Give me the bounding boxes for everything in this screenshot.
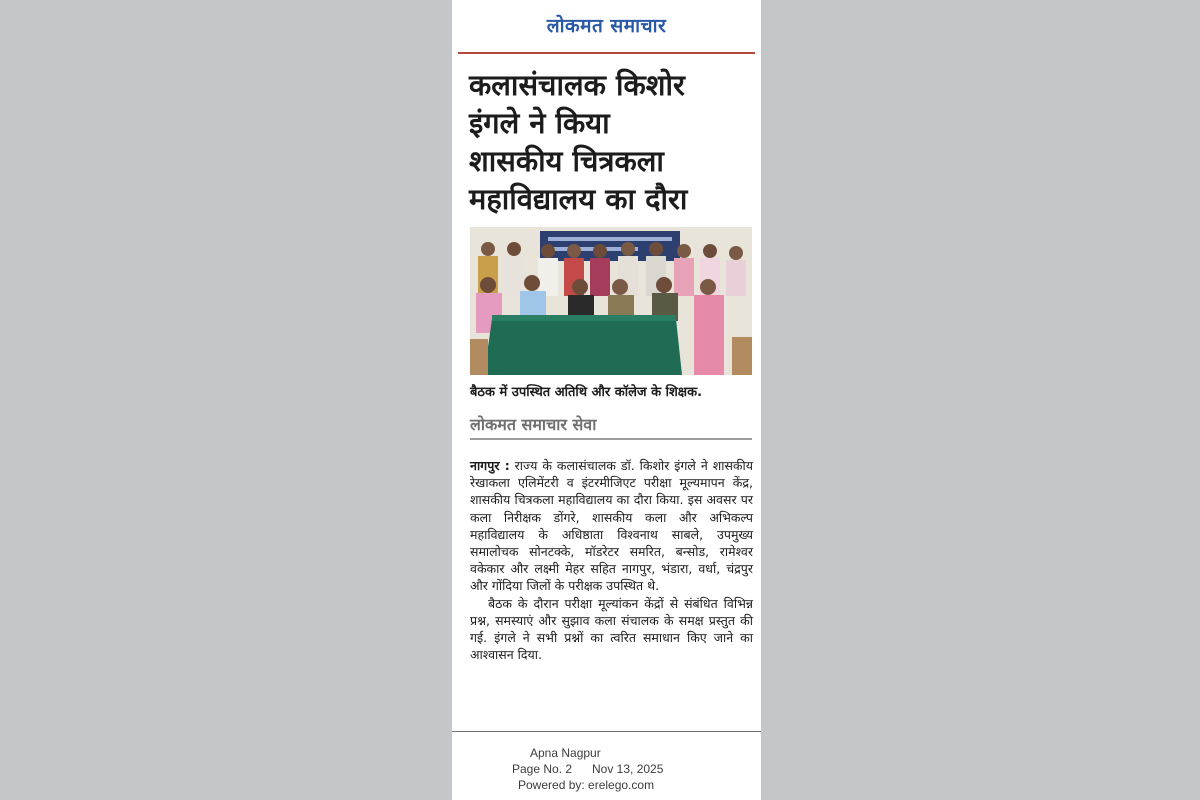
news-clipping <box>452 0 761 800</box>
article-paragraph <box>470 457 753 595</box>
edition-name: Apna Nagpur <box>530 746 601 760</box>
publication-date: Nov 13, 2025 <box>592 762 664 776</box>
article-photo <box>470 227 752 375</box>
newspaper-name: लोकमत समाचार <box>546 15 667 37</box>
footer-divider <box>452 731 761 732</box>
dateline: नागपुर : <box>470 458 510 473</box>
masthead-divider <box>458 52 755 54</box>
article-headline: कलासंचालक किशोर इंगले ने किया शासकीय चित्रकला महाविद्यालय का दौरा <box>469 68 688 216</box>
masthead <box>452 0 761 53</box>
group-photo-illustration <box>470 227 752 375</box>
byline-divider <box>470 438 752 440</box>
photo-caption: बैठक में उपस्थित अतिथि और कॉलेज के शिक्षक. <box>470 385 703 400</box>
article-paragraph: बैठक के दौरान परीक्षा मूल्यांकन केंद्रों से संबंधित विभिन्न प्रश्न, समस्याएं और सुझाव कला संचालक के समक्ष प्रस्तुत की गई. इंगले ने सभी प्रश्नों का त्वरित समाधान किए जाने का आश्वासन दिया. <box>470 595 753 663</box>
article-body <box>470 457 753 663</box>
page-number: Page No. 2 <box>512 762 573 776</box>
paragraph-text: राज्य के कलासंचालक डॉ. किशोर इंगले ने शासकीय रेखाकला एलिमेंटरी व इंटरमीजिएट परीक्षा मूल्यमापन केंद्र, शासकीय चित्रकला महाविद्यालय का दौरा किया. इस अवसर पर कला निरीक्षक डोंगरे, शासकीय कला और अभिकल्प महाविद्यालय के अधिष्ठाता विश्वनाथ साबले, उपमुख्य समालोचक सोनटक्के, मॉडरेटर समरित, बन्सोड, रामेश्वर वकेकार और लक्ष्मी मेहर सहित नागपुर, भंडारा, वर्धा, चंद्रपुर और गोंदिया जिलों के परीक्षक उपस्थित थे. <box>470 458 753 594</box>
article-byline: लोकमत समाचार सेवा <box>470 415 597 434</box>
powered-by: Powered by: erelego.com <box>518 778 655 792</box>
